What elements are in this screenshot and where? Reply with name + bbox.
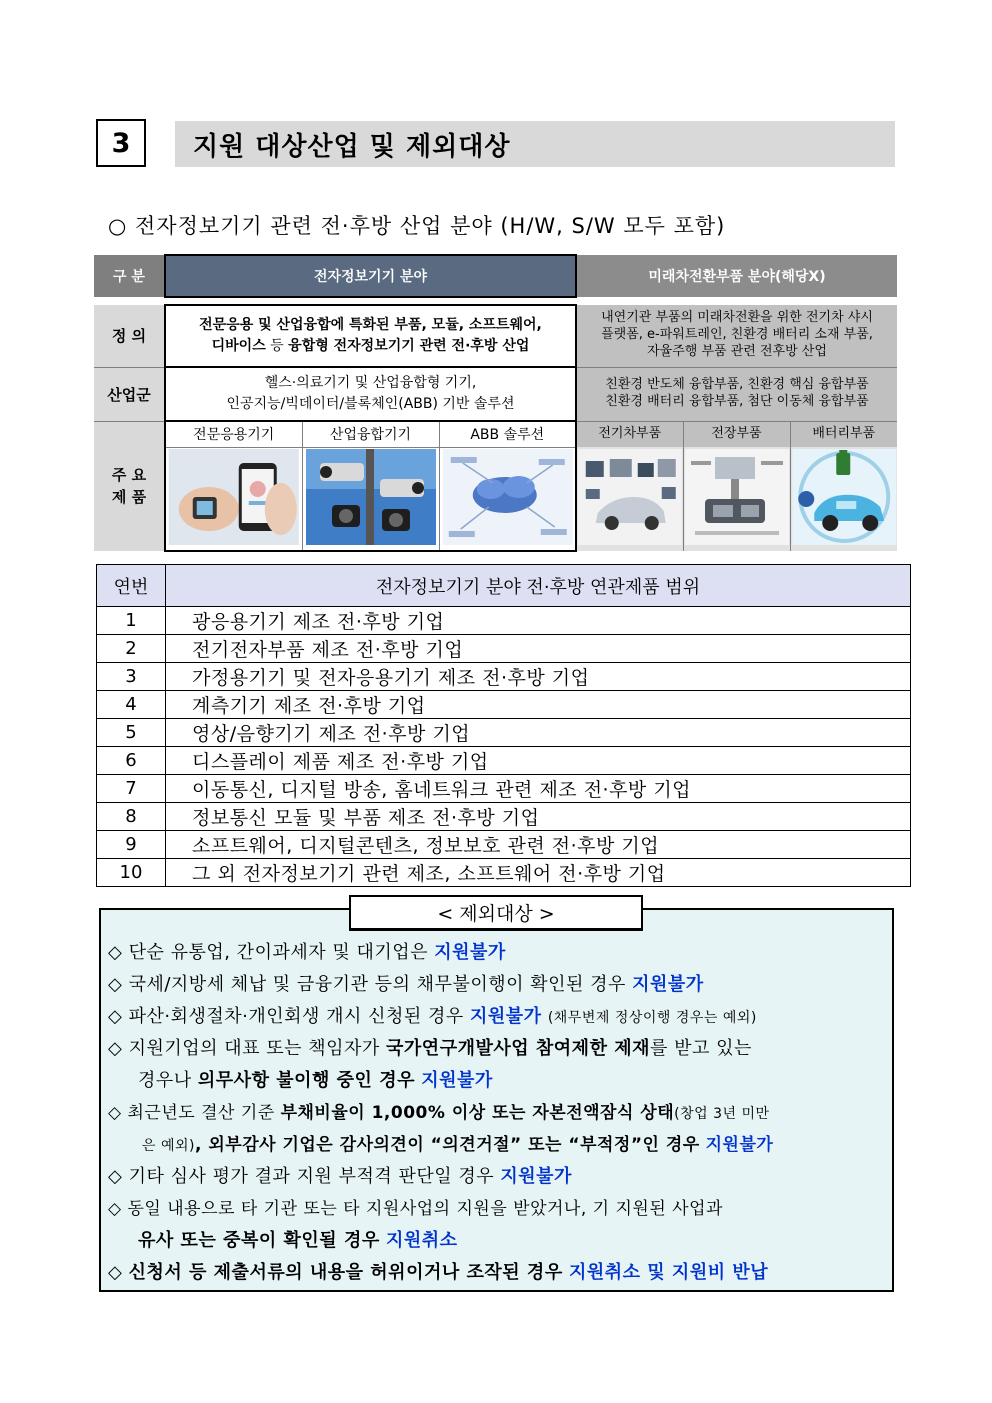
row-text: 그 외 전자정보기기 관련 제조, 소프트웨어 전·후방 기업 bbox=[166, 859, 911, 887]
row-number: 8 bbox=[97, 803, 166, 831]
row-text: 이동통신, 디지털 방송, 홈네트워크 관련 제조 전·후방 기업 bbox=[166, 775, 911, 803]
diamond-bullet-icon: ◇ bbox=[108, 942, 123, 963]
diamond-bullet-icon: ◇ bbox=[108, 1038, 123, 1059]
header-serial: 연번 bbox=[97, 565, 166, 607]
table-row bbox=[97, 747, 911, 775]
industry-electronics: 헬스·의료기기 및 산업융합형 기기, 인공지능/빅데이터/블록체인(ABB) 기반 솔루션 bbox=[165, 367, 576, 421]
exclusion-item-5: ◇ 최근년도 결산 기준 부채비율이 1,000% 이상 또는 자본전액잠식 상태(창업 3년 미만 bbox=[108, 1103, 770, 1123]
section-number: 3 bbox=[96, 119, 146, 167]
row-text: 소프트웨어, 디지털콘텐츠, 정보보호 관련 전·후방 기업 bbox=[166, 831, 911, 859]
row-number: 2 bbox=[97, 635, 166, 663]
table-row bbox=[97, 803, 911, 831]
medical-device-image bbox=[165, 447, 302, 551]
product-label-battery: 배터리부품 bbox=[790, 421, 897, 447]
diamond-bullet-icon: ◇ bbox=[108, 1262, 123, 1283]
row-text: 정보통신 모듈 및 부품 제조 전·후방 기업 bbox=[166, 803, 911, 831]
diamond-bullet-icon: ◇ bbox=[108, 1006, 123, 1027]
exclusion-item-7-cont: 유사 또는 중복이 확인될 경우 지원취소 bbox=[138, 1230, 458, 1251]
related-products-table bbox=[96, 564, 911, 887]
product-label-medical: 전문응용기기 bbox=[165, 421, 302, 447]
header-future-car: 미래차전환부품 분야(해당X) bbox=[576, 255, 897, 297]
definition-future-car: 내연기관 부품의 미래차전환을 위한 전기차 샤시 플랫폼, e-파워트레인, 친환경 배터리 소재 부품, 자율주행 부품 관련 전후방 산업 bbox=[576, 305, 897, 367]
table-row bbox=[97, 775, 911, 803]
row-text: 광응용기기 제조 전·후방 기업 bbox=[166, 607, 911, 635]
definition-electronics: 전문응용 및 산업융합에 특화된 부품, 모듈, 소프트웨어, 디바이스 등 융합형 전자정보기기 관련 전·후방 산업 bbox=[165, 305, 576, 367]
table-row bbox=[97, 663, 911, 691]
definition-label: 정 의 bbox=[94, 305, 165, 367]
exclusion-item-3: ◇ 파산·회생절차·개인회생 개시 신청된 경우 지원불가 (채무변제 정상이행 경우는 예외) bbox=[108, 1006, 757, 1027]
diamond-bullet-icon: ◇ bbox=[108, 1199, 122, 1219]
row-number: 9 bbox=[97, 831, 166, 859]
row-number: 5 bbox=[97, 719, 166, 747]
row-text: 전기전자부품 제조 전·후방 기업 bbox=[166, 635, 911, 663]
row-text: 영상/음향기기 제조 전·후방 기업 bbox=[166, 719, 911, 747]
row-text: 디스플레이 제품 제조 전·후방 기업 bbox=[166, 747, 911, 775]
subheading: ○ 전자정보기기 관련 전·후방 산업 분야 (H/W, S/W 모두 포함) bbox=[108, 214, 726, 238]
row-number: 1 bbox=[97, 607, 166, 635]
row-number: 4 bbox=[97, 691, 166, 719]
product-label-electric: 전장부품 bbox=[683, 421, 790, 447]
exclusion-item-8: ◇ 신청서 등 제출서류의 내용을 허위이거나 조작된 경우 지원취소 및 지원비 반납 bbox=[108, 1262, 769, 1283]
abb-solution-image bbox=[439, 447, 576, 551]
exclusion-item-1: ◇ 단순 유통업, 간이과세자 및 대기업은 지원불가 bbox=[108, 942, 506, 963]
row-number: 10 bbox=[97, 859, 166, 887]
row-text: 가정용기기 및 전자응용기기 제조 전·후방 기업 bbox=[166, 663, 911, 691]
cctv-camera-image bbox=[302, 447, 439, 551]
table-row bbox=[97, 635, 911, 663]
product-label-ev: 전기차부품 bbox=[576, 421, 683, 447]
exclusion-item-6: ◇ 기타 심사 평가 결과 지원 부적격 판단일 경우 지원불가 bbox=[108, 1166, 572, 1187]
products-label: 주 요 제 품 bbox=[94, 421, 165, 551]
ev-parts-image bbox=[576, 447, 683, 551]
industry-label: 산업군 bbox=[94, 367, 165, 421]
header-label: 구 분 bbox=[94, 255, 165, 297]
exclusion-item-7: ◇ 동일 내용으로 타 기관 또는 타 지원사업의 지원을 받았거나, 기 지원된 사업과 bbox=[108, 1199, 723, 1219]
row-number: 7 bbox=[97, 775, 166, 803]
diamond-bullet-icon: ◇ bbox=[108, 974, 123, 995]
exclusion-item-5-cont: 은 예외), 외부감사 기업은 감사의견이 “의견거절” 또는 “부적정”인 경우 지원불가 bbox=[142, 1135, 774, 1155]
diamond-bullet-icon: ◇ bbox=[108, 1166, 123, 1187]
battery-parts-image bbox=[790, 447, 897, 551]
product-label-abb: ABB 솔루션 bbox=[439, 421, 576, 447]
exclusion-title: < 제외대상 > bbox=[349, 895, 643, 931]
table-row bbox=[97, 607, 911, 635]
section-title: 지원 대상산업 및 제외대상 bbox=[175, 121, 895, 167]
diamond-bullet-icon: ◇ bbox=[108, 1103, 122, 1123]
table-row bbox=[97, 719, 911, 747]
exclusion-item-2: ◇ 국세/지방세 체납 및 금융기관 등의 채무불이행이 확인된 경우 지원불가 bbox=[108, 974, 704, 995]
exclusion-item-4: ◇ 지원기업의 대표 또는 책임자가 국가연구개발사업 참여제한 제재를 받고 있는 bbox=[108, 1038, 752, 1059]
table-row bbox=[97, 691, 911, 719]
table-row bbox=[97, 831, 911, 859]
electric-parts-image bbox=[683, 447, 790, 551]
table-row bbox=[97, 859, 911, 887]
exclusion-item-4-cont: 경우나 의무사항 불이행 중인 경우 지원불가 bbox=[138, 1070, 493, 1091]
row-text: 계측기기 제조 전·후방 기업 bbox=[166, 691, 911, 719]
header-scope: 전자정보기기 분야 전·후방 연관제품 범위 bbox=[166, 565, 911, 607]
product-label-industrial: 산업융합기기 bbox=[302, 421, 439, 447]
row-number: 3 bbox=[97, 663, 166, 691]
row-number: 6 bbox=[97, 747, 166, 775]
header-electronics: 전자정보기기 분야 bbox=[165, 255, 576, 297]
industry-future-car: 친환경 반도체 융합부품, 친환경 핵심 융합부품 친환경 배터리 융합부품, 첨단 이동체 융합부품 bbox=[576, 367, 897, 421]
category-table bbox=[94, 254, 897, 552]
